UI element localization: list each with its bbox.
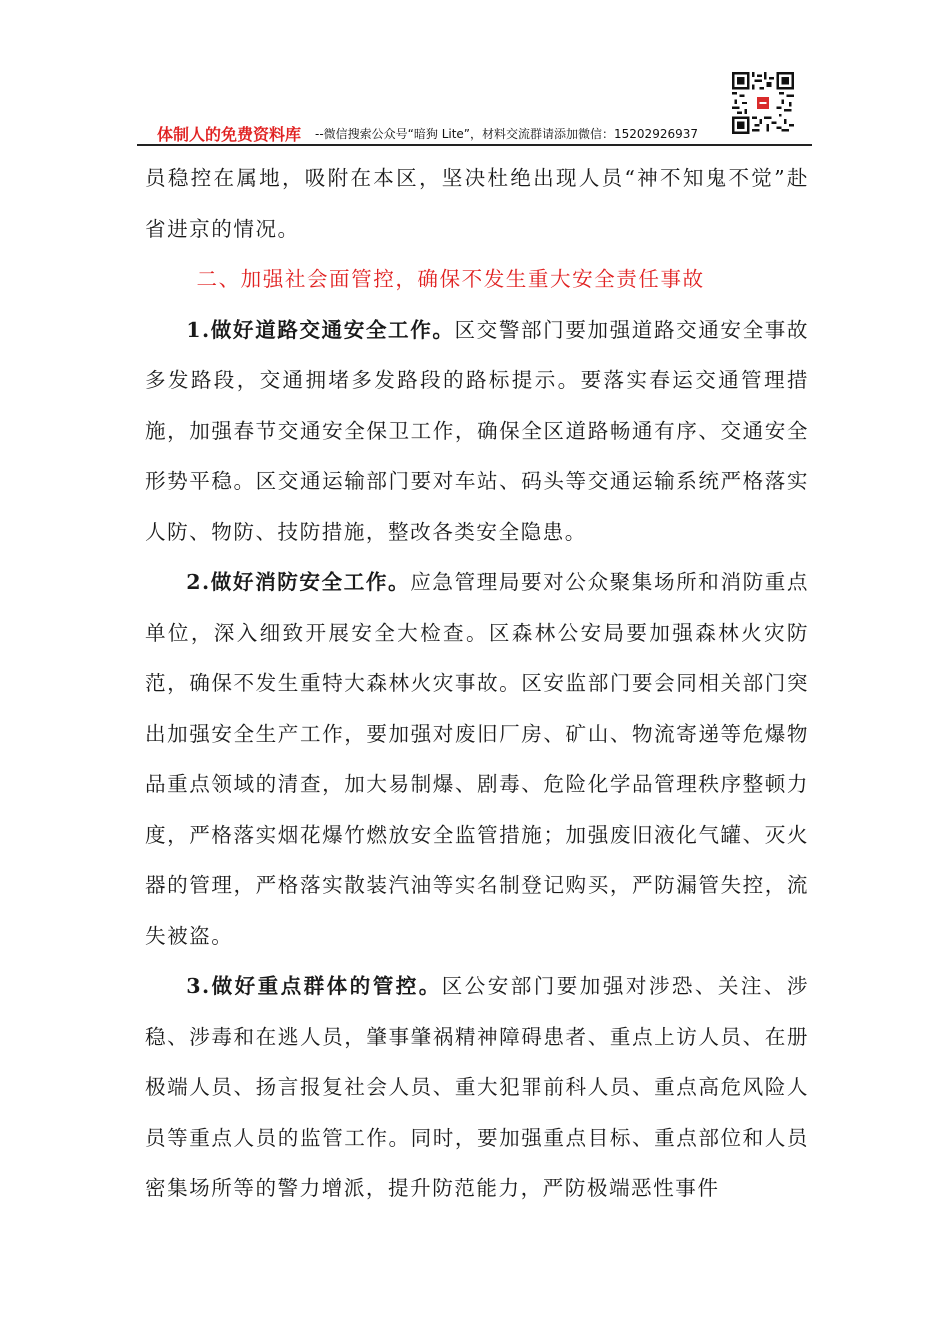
header-divider bbox=[137, 144, 812, 146]
paragraph-fire-safety bbox=[145, 557, 809, 961]
section-heading: 二、加强社会面管控，确保不发生重大安全责任事故 bbox=[196, 267, 705, 291]
paragraph-lead: 3.做好重点群体的管控。 bbox=[186, 974, 442, 998]
paragraph-lead: 2.做好消防安全工作。 bbox=[186, 570, 411, 594]
brand-title: 体制人的免费资料库 bbox=[157, 125, 302, 144]
paragraph-traffic-safety bbox=[145, 305, 809, 558]
brand-subtitle: --微信搜索公众号“暗狗 Lite”，材料交流群请添加微信：15202926937 bbox=[315, 127, 698, 141]
qr-code-icon bbox=[732, 72, 794, 134]
paragraph-continuation: 员稳控在属地，吸附在本区，坚决杜绝出现人员“神不知鬼不觉”赴省进京的情况。 bbox=[145, 166, 809, 241]
page-header bbox=[137, 70, 812, 146]
paragraph-text: 区交警部门要加强道路交通安全事故多发路段，交通拥堵多发路段的路标提示。要落实春运交通管理措施，加强春节交通安全保卫工作，确保全区道路畅通有序、交通安全形势平稳。区交通运输部门要对车站、码头等交通运输系统严格落实人防、物防、技防措施，整改各类安全隐患。 bbox=[145, 317, 810, 544]
document-body bbox=[145, 153, 809, 1214]
paragraph-text: 应急管理局要对公众聚集场所和消防重点单位，深入细致开展安全大检查。区森林公安局要加强森林火灾防范，确保不发生重特大森林火灾事故。区安监部门要会同相关部门突出加强安全生产工作，要加强对废旧厂房、矿山、物流寄递等危爆物品重点领域的清查，加大易制爆、剧毒、危险化学品管理秩序整顿力度，严格落实烟花爆竹燃放安全监管措施；加强废旧液化气罐、灭火器的管理，严格落实散装汽油等实名制登记购买，严防漏管失控，流失被盗。 bbox=[145, 570, 810, 948]
paragraph-lead: 1.做好道路交通安全工作。 bbox=[186, 317, 455, 342]
paragraph-key-groups bbox=[145, 961, 809, 1214]
paragraph-text: 区公安部门要加强对涉恐、关注、涉稳、涉毒和在逃人员，肇事肇祸精神障碍患者、重点上访人员、在册极端人员、扬言报复社会人员、重大犯罪前科人员、重点高危风险人员等重点人员的监管工作。同时，要加强重点目标、重点部位和人员密集场所等的警力增派，提升防范能力，严防极端恶性事件 bbox=[145, 974, 810, 1200]
